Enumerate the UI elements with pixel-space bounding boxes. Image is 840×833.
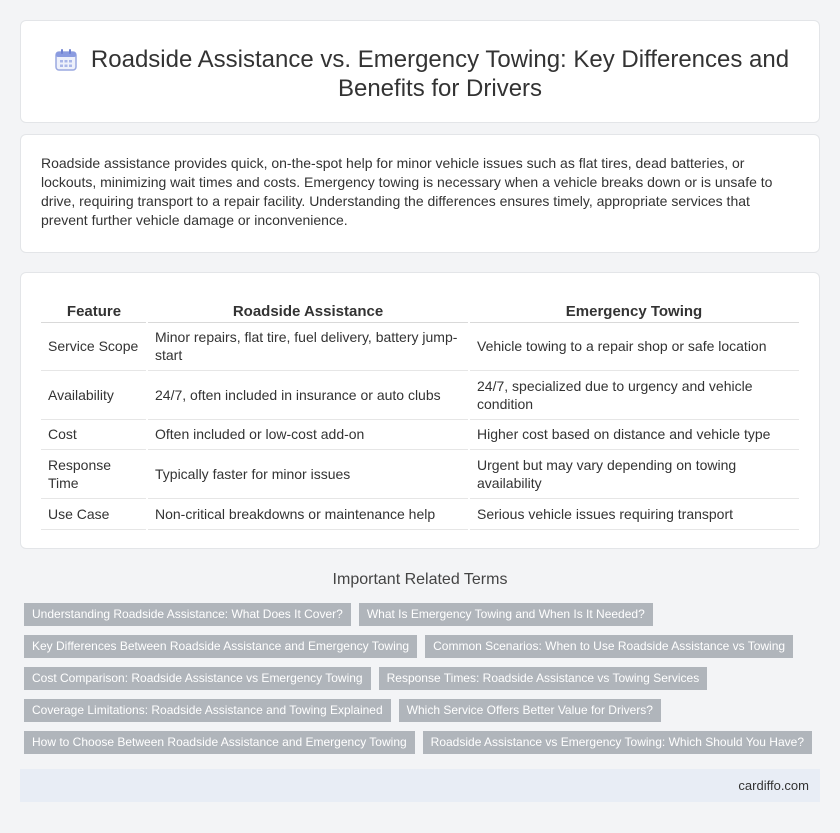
tag-row [24,603,661,626]
footer [20,769,820,802]
table-cell: Urgent but may vary depending on towing availability [469,449,799,498]
page-title: Roadside Assistance vs. Emergency Towing: Key Differences and Benefits for Drivers [90,46,790,102]
comparison-table-card [20,272,820,549]
intro-card [20,134,820,253]
table-cell: Non-critical breakdowns or maintenance help [147,498,469,529]
calendar-icon [53,47,79,73]
table-cell: 24/7, often included in insurance or auto clubs [147,370,469,419]
related-term-tag[interactable]: Which Service Offers Better Value for Drivers? [399,699,661,722]
table-cell-feature: Use Case [41,498,147,529]
related-term-tag[interactable]: Common Scenarios: When to Use Roadside Assistance vs Towing [425,635,793,658]
related-term-tag[interactable]: How to Choose Between Roadside Assistance and Emergency Towing [24,731,415,754]
table-cell: Vehicle towing to a repair shop or safe location [469,322,799,370]
table-cell-feature: Service Scope [41,322,147,370]
tag-row [24,667,715,690]
related-term-tag[interactable]: Response Times: Roadside Assistance vs Towing Services [379,667,708,690]
title-card [20,20,820,123]
table-cell: 24/7, specialized due to urgency and vehicle condition [469,370,799,419]
table-cell: Often included or low-cost add-on [147,419,469,449]
table-row [41,370,799,419]
header-feature: Feature [41,298,147,322]
table-cell-feature: Response Time [41,449,147,498]
related-term-tag[interactable]: Cost Comparison: Roadside Assistance vs Emergency Towing [24,667,371,690]
tag-row [24,699,669,722]
related-term-tag[interactable]: Coverage Limitations: Roadside Assistance and Towing Explained [24,699,391,722]
table-cell: Higher cost based on distance and vehicle type [469,419,799,449]
tag-row [24,731,820,754]
table-cell-feature: Cost [41,419,147,449]
related-term-tag[interactable]: Understanding Roadside Assistance: What Does It Cover? [24,603,351,626]
related-term-tag[interactable]: Key Differences Between Roadside Assistance and Emergency Towing [24,635,417,658]
header-emergency-towing: Emergency Towing [469,298,799,322]
related-term-tag[interactable]: Roadside Assistance vs Emergency Towing: Which Should You Have? [423,731,812,754]
comparison-table [41,298,799,530]
table-cell-feature: Availability [41,370,147,419]
related-term-tag[interactable]: What Is Emergency Towing and When Is It Needed? [359,603,653,626]
table-row [41,498,799,529]
table-row [41,449,799,498]
table-row [41,419,799,449]
table-header-row [41,298,799,322]
header-roadside-assistance: Roadside Assistance [147,298,469,322]
table-cell: Minor repairs, flat tire, fuel delivery, battery jump-start [147,322,469,370]
tag-row [24,635,801,658]
table-row [41,322,799,370]
intro-paragraph: Roadside assistance provides quick, on-the-spot help for minor vehicle issues such as flat tires, dead batteries, or lockouts, minimizing wait times and costs. Emergency towing is necessary when a vehicle breaks down or is unsafe to drive, requiring transport to a repair facility. Understanding the differences ensures timely, appropriate services that prevent further vehicle damage or inconvenience. [41,155,773,228]
footer-site-link[interactable]: cardiffo.com [738,778,809,793]
table-cell: Serious vehicle issues requiring transport [469,498,799,529]
related-terms-heading: Important Related Terms [332,571,508,588]
table-cell: Typically faster for minor issues [147,449,469,498]
